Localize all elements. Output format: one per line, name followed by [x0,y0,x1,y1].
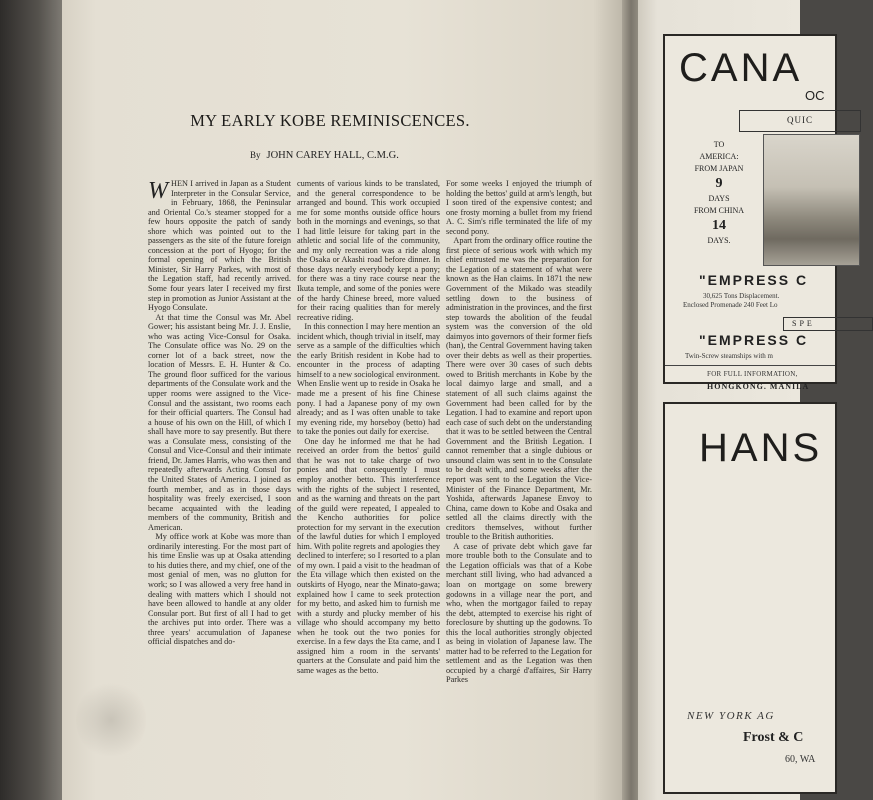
route-america: AMERICA: [699,152,739,161]
ad-brand-sub: OC [805,88,825,103]
full-info-text: FOR FULL INFORMATION, [707,370,798,378]
book-left-edge [0,0,70,800]
empress-heading: "EMPRESS C [699,272,809,288]
route-to: TO [713,140,725,149]
route-days-japan: 9 [715,176,723,191]
ad-brand-name: CANA [679,46,803,90]
article-paragraph: In this connection I may here mention an incident which, though trivial in itself, may serve as a sample of the difficulties which the early British resident in Kobe had to encounter in the process of adapting himself to a new sociological environment. When Enslie went up to reside in Osaka he made me a present of his fine Chinese pony. I had a Japanese pony of my own already; and as I was often unable to take my evening ride, my horseboy (betto) had to take the ponies out daily for exercise. [297,322,440,437]
route-days-label: DAYS. [707,236,731,245]
article-paragraph: Apart from the ordinary office routine the first piece of serious work with which my chief entrusted me was the preparation for the Legation of a statement of what were known as the Han claims. In 1871 the new Government of the Mikado was steadily settling down to the business of administration in the provinces, and the first step towards the abolition of the feudal system was the conversion of the old daimyos into governors of their former fiefs (han), the Central Government having taken over their debts as well as their properties. There were over 30 cases of such debts owed to British merchants in Kobe by the local daimyo large and small, and a statement of all such claims against the Government had been called for by the Legation. I had to examine and report upon each case of such debt on the understanding that it was to be settled between the Central Government and the British Legation. I cannot remember that a single dubious or unsound claim was sent in to the Consulate to be dealt with, and some weeks after the report was sent to the Legation the Vice-Minister of the Finance Department, Mr. Yoshida, afterwards Japanese Envoy to China, came down to Kobe and Osaka and settled all the claims directly with the creditors themselves, without further trouble to the British authorities. [446,236,592,542]
empress-heading-2: "EMPRESS C [699,332,809,348]
paragraph-text: HEN I arrived in Japan as a Student Interpreter in the Consular Service, in February, 1868, the Peninsular and Oriental Co.'s steamer stopped for a few hours opposite the patch of sandy shore which was pointed out to the passengers as the site of the future foreign concession at the port of Hyogo; for the formal opening of which the British Minister, Sir Harry Parkes, with most of the Legation staff, had recently arrived. Some four years later I received my first step in promotion as Junior Assistant at the Hyogo Consulate. [148,179,291,313]
displacement-text: 30,625 Tons Displacement. [703,292,780,300]
quick-route-box: QUIC [739,110,861,132]
article-paragraph: At that time the Consul was Mr. Abel Gower; his assistant being Mr. J. J. Enslie, who was acting Vice-Consul for Osaka. The Consulate office was No. 29 on the corner lot of a back street, now the location of Messrs. E. H. Hunter & Co. The ground floor sufficed for the various departments of the Consulate work and the upper rooms were assigned to the Vice-Consul and the assistant, two rooms each for their official quarters. The Consul had a house of his own on the Hill, of which I shall have more to say presently. But there was a Consulate mess, consisting of the Consul and Vice-Consul and their intimate friend, Dr. James Harris, who was then and repeatedly afterwards Acting Consul for the United States of America. I joined as fourth member, and as in those days hospitality was freely exercised, I soon became acquainted with the leading members of the community, British and American. [148,312,291,532]
route-from-china: FROM CHINA [693,206,744,215]
steamship-photo [763,134,860,266]
byline-prefix: By [250,150,261,160]
route-days-label: DAYS [708,194,730,203]
article-paragraph: For some weeks I enjoyed the triumph of holding the bettos' guild at arm's length, but I soon tired of the expensive contest; and one frosty morning a bullet from my friend A. C. Sim's rifle terminated the life of my second pony. [446,179,592,236]
ports-text: HONGKONG. MANILA [707,382,810,391]
drop-cap: W [148,178,168,204]
special-box: SPE [783,317,873,331]
article-column-1 [148,179,291,769]
article-title: MY EARLY KOBE REMINISCENCES. [190,111,470,130]
route-times [679,139,759,247]
article-paragraph: A case of private debt which gave far more trouble both to the Consulate and to the Legation officials was that of a Kobe merchant still living, who had advanced a loan on mortgage on some brewery godowns in a village near the port, and who, when the mortgagor failed to repay the debt, attempted to exercise his right of foreclosure by shutting up the godowns. To this the local authorities strongly objected as being in violation of Japanese law. The matter had to be referred to the Legation for settlement and as the Legation was then occupied by a chargé d'affaires, Sir Harry Parkes [446,541,592,685]
article-column-3 [446,179,592,769]
article-byline [250,150,420,161]
agent-address: 60, WA [785,754,816,765]
article-column-2 [297,179,440,769]
ad-divider [665,365,835,366]
new-york-agents: NEW YORK AG [687,710,775,722]
article-paragraph [148,179,291,313]
hans-ad [663,402,837,794]
frost-company: Frost & C [743,730,804,745]
route-days-china: 14 [712,218,726,233]
library-stamp [76,680,146,760]
article-paragraph: cuments of various kinds to be translated, and the general correspondence to be arranged and bound. This work occupied me for some months outside office hours both in the mornings and evenings, so that I had little leisure for taking part in the athletic and social life of the community, and my only recreation was a ride along the Osaka or Akashi road before dinner. In those days nearly everybody kept a pony; for there was a tiny race course near the Ikuta temple, and some of the ponies were of the hardy Chinese breed, more valued for their racing qualities than for merely recreative riding. [297,179,440,322]
article-author: JOHN CAREY HALL, C.M.G. [266,150,399,161]
hans-brand-name: HANS [699,426,823,470]
route-from-japan: FROM JAPAN [694,164,744,173]
promenade-text: Enclosed Promenade 240 Feet Lo [683,301,778,309]
article-paragraph: One day he informed me that he had received an order from the bettos' guild that he was not to take charge of two ponies and that consequently I must employ another betto. This interference with the rights of the subject I resented, and as the warning and threats on the part of the guild were repeated, I appealed to the Kencho authorities for police protection for my servant in the execution of the lawful duties for which I employed him. With polite regrets and apologies they declined to interfere; so I resorted to a plan of my own. I paid a visit to the headman of the Eta village which then existed on the outskirts of Hyogo, near the Minato-gawa; explained how I came to seek protection for my betto, and asked him to furnish me with a sturdy and plucky member of his village who should accompany my betto when he took out the two ponies for exercise. In a few days the Eta came, and I assigned him a room in the servants' quarters at the Consulate and paid him the same wages as the betto. [297,436,440,675]
twin-screw-text: Twin-Screw steamships with m [685,352,773,360]
canadian-pacific-ad [663,34,837,391]
article-paragraph: My office work at Kobe was more than ordinarily interesting. For the most part of his time Enslie was up at Osaka attending to his duties there, and my chief, one of the most genial of men, was no glutton for work; so I was allowed a very free hand in dealing with matters which I should not have been allowed to handle at any older Consular port. But first of all I had to get the archives put into order. There was a three years' accumulation of Japanese official dispatches and do- [148,532,291,647]
